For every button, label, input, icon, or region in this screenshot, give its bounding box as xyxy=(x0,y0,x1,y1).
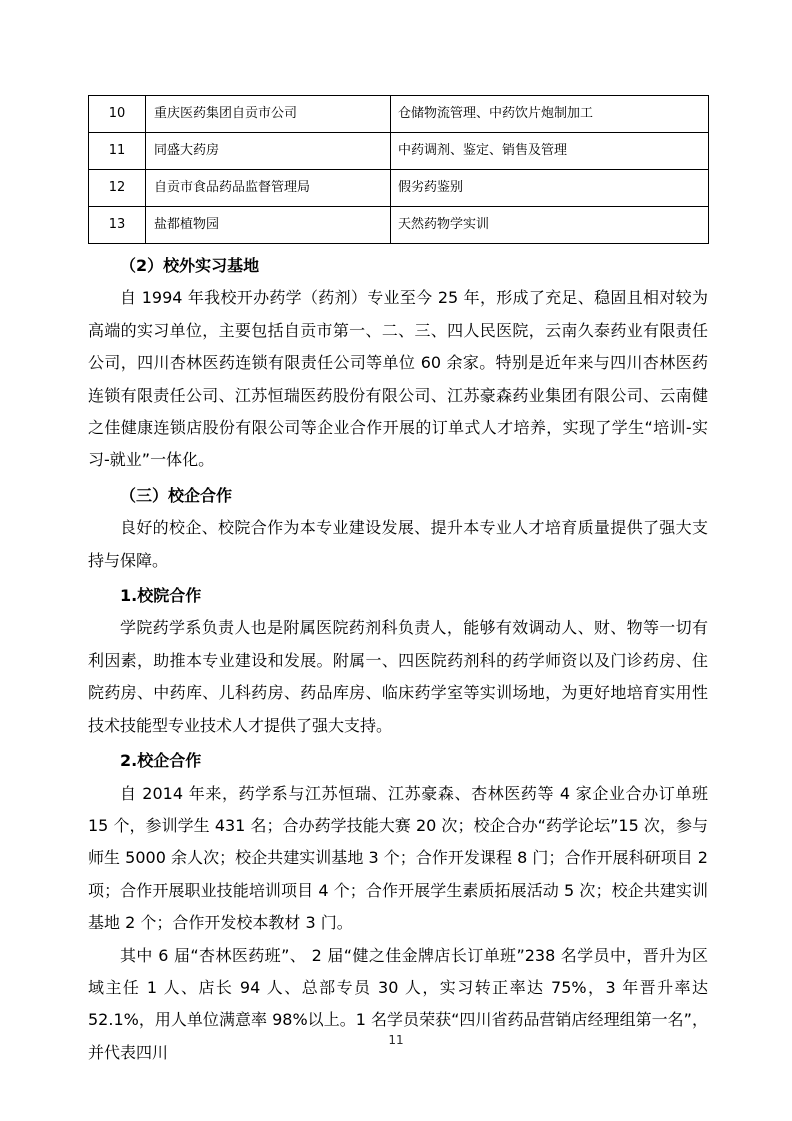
paragraph: 良好的校企、校院合作为本专业建设发展、提升本专业人才培育质量提供了强大支持与保障。 xyxy=(88,518,708,570)
paragraph: 自 2014 年来，药学系与江苏恒瑞、江苏豪森、杏林医药等 4 家企业合办订单班 15 个，参训学生 431 名；合办药学技能大赛 20 次；校企合办“药学论坛”15 次，参与师生 5000 余人次；校企共建实训基地 3 个；合作开发课程 8 门；合作开展科研项目 2 项；合作开展职业技能培训项目 4 个；合作开展学生素质拓展活动 5 次；校企共建实训基地 2 个；合作开发校本教材 3 门。 xyxy=(88,783,708,933)
section-heading: 1.校院合作 xyxy=(120,586,202,606)
section-heading: 2.校企合作 xyxy=(120,751,202,771)
section-heading: （三）校企合作 xyxy=(120,485,233,505)
practice-base-table-body xyxy=(89,96,709,244)
paragraph: 其中 6 届“杏林医药班”、 2 届“健之佳金牌店长订单班”238 名学员中，晋升为区域主任 1 人、店长 94 人、总部专员 30 人，实习转正率达 75%，3 年晋升率达 52.1%，用人单位满意率 98%以上。1 名学员荣获“四川省药品营销店经理组第一名”，并代表四川 xyxy=(88,945,708,1062)
paragraph: 自 1994 年我校开办药学（药剂）专业至今 25 年，形成了充足、稳固且相对较为高端的实习单位，主要包括自贡市第一、二、三、四人民医院，云南久泰药业有限责任公司，四川杏林医药连锁有限责任公司等单位 60 余家。特别是近年来与四川杏林医药连锁有限责任公司、江苏恒瑞医药股份有限公司、江苏豪森药业集团有限公司、云南健之佳健康连锁店股份有限公司等企业合作开展的订单式人才培养，实现了学生“培训-实习-就业”一体化。 xyxy=(88,288,708,470)
table-cell-organization: 盐都植物园 xyxy=(146,207,391,244)
section-heading: （2）校外实习基地 xyxy=(120,256,260,275)
table-cell-content: 天然药物学实训 xyxy=(391,207,709,244)
table-cell-index: 12 xyxy=(89,170,146,207)
table-row xyxy=(89,207,709,244)
document-body xyxy=(88,250,708,1069)
table-cell-index: 13 xyxy=(89,207,146,244)
table-cell-organization: 自贡市食品药品监督管理局 xyxy=(146,170,391,207)
paragraph: 学院药学系负责人也是附属医院药剂科负责人，能够有效调动人、财、物等一切有利因素，助推本专业建设和发展。附属一、四医院药剂科的药学师资以及门诊药房、住院药房、中药库、儿科药房、药品库房、临床药学室等实训场地，为更好地培育实用性技术技能型专业技术人才提供了强大支持。 xyxy=(88,618,708,735)
table-row xyxy=(89,133,709,170)
table-cell-organization: 重庆医药集团自贡市公司 xyxy=(146,96,391,133)
table-cell-content: 假劣药鉴别 xyxy=(391,170,709,207)
table-cell-content: 中药调剂、鉴定、销售及管理 xyxy=(391,133,709,170)
table-cell-content: 仓储物流管理、中药饮片炮制加工 xyxy=(391,96,709,133)
table-cell-index: 10 xyxy=(89,96,146,133)
table-cell-index: 11 xyxy=(89,133,146,170)
table-row xyxy=(89,96,709,133)
table-row xyxy=(89,170,709,207)
page-number: 11 xyxy=(388,1033,404,1047)
practice-base-table xyxy=(88,95,709,244)
table-cell-organization: 同盛大药房 xyxy=(146,133,391,170)
